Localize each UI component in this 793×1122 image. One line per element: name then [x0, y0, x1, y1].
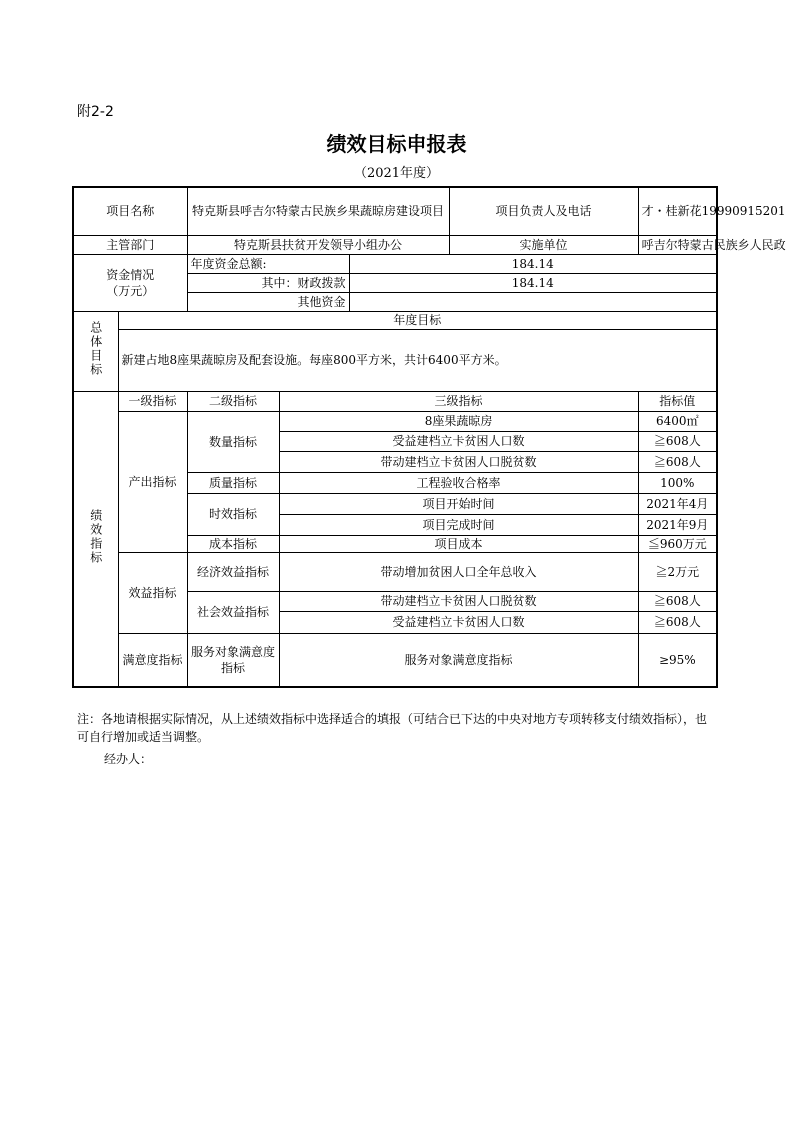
indicator-name: 带动增加贫困人口全年总收入: [279, 552, 638, 591]
indicator-value: ≦960万元: [638, 535, 717, 552]
goal-header: 年度目标: [118, 311, 717, 329]
indicator-side-label: [73, 391, 118, 687]
indicator-name: 项目开始时间: [279, 493, 638, 514]
output-label: 产出指标: [118, 411, 187, 552]
project-name-row: [73, 187, 717, 235]
other-value: [349, 292, 717, 311]
attachment-label: 附2-2: [77, 104, 114, 120]
col-value: 指标值: [638, 391, 717, 411]
indicator-value: ≧608人: [638, 431, 717, 451]
indicator-side-text: 绩效指标: [88, 508, 103, 565]
social-label: 社会效益指标: [187, 591, 279, 633]
dept-value: 特克斯县扶贫开发领导小组办公: [187, 235, 449, 254]
contact-label: 项目负责人及电话: [449, 187, 638, 235]
indicator-name: 项目完成时间: [279, 514, 638, 535]
economic-label: 经济效益指标: [187, 552, 279, 591]
goal-side-text: 总体目标: [88, 321, 103, 377]
indicator-value: ≧608人: [638, 451, 717, 472]
indicator-value: ≧2万元: [638, 552, 717, 591]
indicator-header-row: [73, 391, 717, 411]
goal-text: 新建占地8座果蔬晾房及配套设施。每座800平方米，共计6400平方米。: [118, 329, 717, 391]
cost-label: 成本指标: [187, 535, 279, 552]
impl-label: 实施单位: [449, 235, 638, 254]
indicator-value: ≧608人: [638, 611, 717, 633]
total-value: 184.14: [349, 254, 717, 273]
project-name-label: 项目名称: [73, 187, 187, 235]
indicator-value: ≥95%: [638, 633, 717, 687]
indicator-value: 6400㎡: [638, 411, 717, 431]
footnote: 注：各地请根据实际情况，从上述绩效指标中选择适合的填报（可结合已下达的中央对地方专项转移支付绩效指标），也可自行增加或适当调整。: [77, 712, 708, 744]
indicator-name: 项目成本: [279, 535, 638, 552]
indicator-name: 带动建档立卡贫困人口脱贫数: [279, 451, 638, 472]
indicator-value: 2021年9月: [638, 514, 717, 535]
funds-label-text: 资金情况 （万元）: [106, 267, 155, 298]
quantity-label: 数量指标: [187, 411, 279, 472]
col-level3: 三级指标: [279, 391, 638, 411]
goal-side-label: [73, 311, 118, 391]
total-label: 年度资金总额:: [187, 254, 349, 273]
timeliness-label: 时效指标: [187, 493, 279, 535]
quality-label: 质量指标: [187, 472, 279, 493]
col-level2: 二级指标: [187, 391, 279, 411]
contact-value: 才・桂新花19990915201: [638, 187, 717, 235]
benefit-label: 效益指标: [118, 552, 187, 633]
dept-label: 主管部门: [73, 235, 187, 254]
goal-header-row: [73, 311, 717, 329]
table-row: [73, 411, 717, 431]
fiscal-label: 其中：财政拨款: [187, 273, 349, 292]
col-level1: 一级指标: [118, 391, 187, 411]
indicator-name: 服务对象满意度指标: [279, 633, 638, 687]
year-label: （2021年度）: [353, 166, 440, 181]
impl-value: 呼吉尔特蒙古民族乡人民政: [638, 235, 717, 254]
goal-text-row: [73, 329, 717, 391]
funds-label: [73, 254, 187, 311]
other-label: 其他资金: [187, 292, 349, 311]
indicator-name: 工程验收合格率: [279, 472, 638, 493]
indicator-value: ≧608人: [638, 591, 717, 611]
table-row: [73, 552, 717, 591]
dept-row: [73, 235, 717, 254]
indicator-name: 受益建档立卡贫困人口数: [279, 611, 638, 633]
agent-label: 经办人：: [104, 752, 153, 766]
table-row: [73, 633, 717, 687]
page-title: 绩效目标申报表: [326, 132, 467, 156]
indicator-name: 带动建档立卡贫困人口脱贫数: [279, 591, 638, 611]
performance-table: [72, 186, 786, 688]
service-label: 服务对象满意度指标: [187, 633, 279, 687]
satisfaction-label: 满意度指标: [118, 633, 187, 687]
indicator-value: 2021年4月: [638, 493, 717, 514]
indicator-value: 100%: [638, 472, 717, 493]
indicator-name: 受益建档立卡贫困人口数: [279, 431, 638, 451]
project-name-value: 特克斯县呼吉尔特蒙古民族乡果蔬晾房建设项目: [187, 187, 449, 235]
fiscal-value: 184.14: [349, 273, 717, 292]
indicator-name: 8座果蔬晾房: [279, 411, 638, 431]
funds-total-row: [73, 254, 717, 273]
